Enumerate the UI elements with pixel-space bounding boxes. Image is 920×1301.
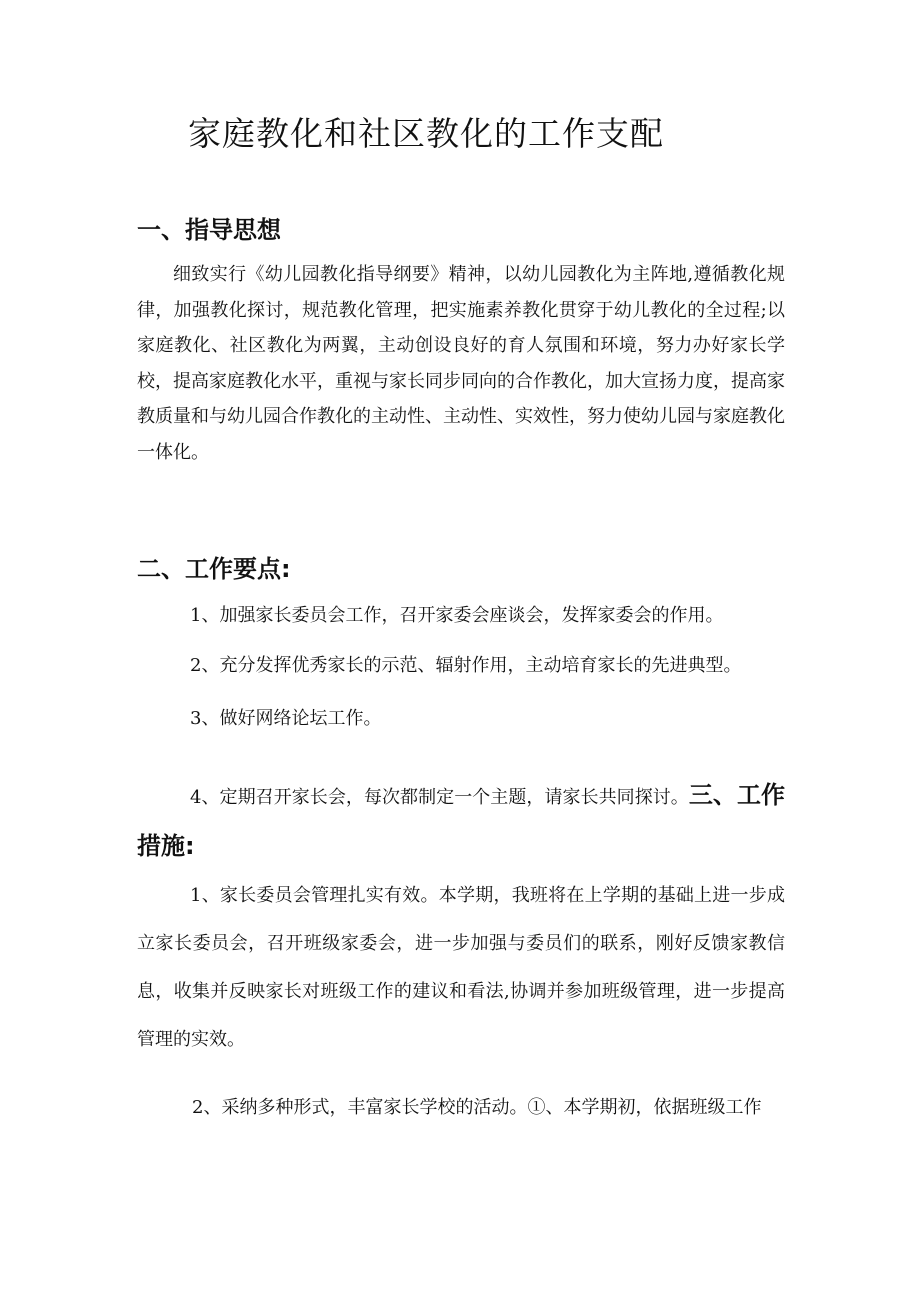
guiding-thought-paragraph: 细致实行《幼儿园教化指导纲要》精神，以幼儿园教化为主阵地,遵循教化规律，加强教化探讨，规范教化管理，把实施素养教化贯穿于幼儿教化的全过程;以家庭教化、社区教化为两翼，主动创设良好的育人氛围和环境，努力办好家长学校，提高家庭教化水平，重视与家长同步同向的合作教化，加大宣扬力度，提高家教质量和与幼儿园合作教化的主动性、主动性、实效性，努力使幼儿园与家庭教化一体化。: [137, 264, 785, 463]
work-measure-paragraph: 1、家长委员会管理扎实有效。本学期，我班将在上学期的基础上进一步成立家长委员会，召开班级家委会，进一步加强与委员们的联系，刚好反馈家教信息，收集并反映家长对班级工作的建议和看法,协调并参加班级管理，进一步提高管理的实效。: [137, 885, 785, 1050]
work-measure-paragraph: 2、采纳多种形式，丰富家长学校的活动。①、本学期初，依据班级工作: [192, 1097, 762, 1118]
section-heading-guiding-thought: 一、指导思想: [137, 216, 281, 244]
document-title: 家庭教化和社区教化的工作支配: [188, 114, 664, 153]
section-heading-work-measures: 三、工作措施:: [137, 781, 786, 860]
work-point-item: 3、做好网络论坛工作。: [190, 708, 382, 729]
work-point-item-with-heading: [137, 771, 785, 873]
work-point-item: 1、加强家长委员会工作，召开家委会座谈会，发挥家委会的作用。: [190, 605, 724, 626]
work-point-item: 2、充分发挥优秀家长的示范、辐射作用，主动培育家长的先进典型。: [190, 655, 742, 676]
work-point-item: 4、定期召开家长会，每次都制定一个主题，请家长共同探讨。: [190, 787, 689, 808]
section-heading-work-points: 二、工作要点:: [137, 555, 291, 583]
